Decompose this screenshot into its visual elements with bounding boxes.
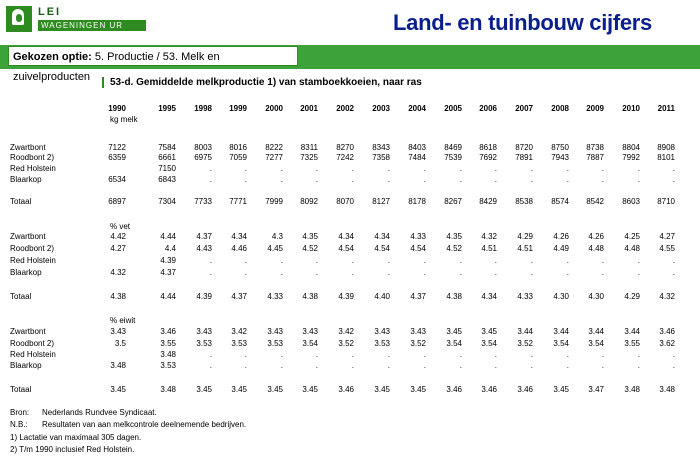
table-cell: 3.48 bbox=[110, 361, 126, 370]
table-cell: . bbox=[280, 164, 283, 173]
year-header: 2005 bbox=[444, 104, 462, 113]
table-cell: 3.54 bbox=[446, 339, 462, 348]
table-cell: . bbox=[459, 256, 462, 265]
table-cell: 8222 bbox=[265, 143, 283, 152]
table-cell: . bbox=[601, 164, 604, 173]
table-cell: . bbox=[672, 268, 675, 277]
row-label: Zwartbont bbox=[10, 143, 46, 152]
table-cell: . bbox=[494, 164, 497, 173]
row-label: Roodbont 2) bbox=[10, 153, 55, 162]
table-cell: . bbox=[315, 164, 318, 173]
table-cell: 4.37 bbox=[196, 232, 212, 241]
table-cell: . bbox=[637, 164, 640, 173]
table-cell: 4.42 bbox=[110, 232, 126, 241]
table-cell: . bbox=[601, 175, 604, 184]
year-header: 2008 bbox=[551, 104, 569, 113]
year-header: 2010 bbox=[622, 104, 640, 113]
table-cell: 4.48 bbox=[624, 244, 640, 253]
logo-bottom-text: WAGENINGEN UR bbox=[38, 20, 146, 31]
table-cell: 3.52 bbox=[410, 339, 426, 348]
table-cell: 4.45 bbox=[267, 244, 283, 253]
table-cell: . bbox=[351, 256, 354, 265]
table-cell: . bbox=[209, 361, 212, 370]
table-cell: 3.43 bbox=[410, 327, 426, 336]
table-cell: . bbox=[244, 268, 247, 277]
year-header: 2011 bbox=[657, 104, 675, 113]
table-cell: 3.43 bbox=[374, 327, 390, 336]
table-cell: 4.27 bbox=[110, 244, 126, 253]
lei-logo-icon bbox=[6, 6, 32, 32]
table-cell: 4.39 bbox=[196, 292, 212, 301]
table-cell: 3.42 bbox=[338, 327, 354, 336]
table-cell: 4.35 bbox=[446, 232, 462, 241]
table-cell: . bbox=[566, 164, 569, 173]
table-cell: . bbox=[637, 350, 640, 359]
footnote-text: 1) Lactatie van maximaal 305 dagen. bbox=[10, 433, 142, 442]
table-cell: . bbox=[209, 350, 212, 359]
row-label: Red Holstein bbox=[10, 164, 56, 173]
table-cell: . bbox=[494, 350, 497, 359]
table-cell: . bbox=[637, 256, 640, 265]
table-cell: . bbox=[530, 350, 533, 359]
table-cell: 3.44 bbox=[553, 327, 569, 336]
year-header: 2007 bbox=[515, 104, 533, 113]
table-cell: . bbox=[637, 361, 640, 370]
year-header: 1995 bbox=[158, 104, 176, 113]
table-cell: 3.52 bbox=[338, 339, 354, 348]
table-cell: 3.43 bbox=[302, 327, 318, 336]
table-cell: 3.43 bbox=[267, 327, 283, 336]
year-header: 2003 bbox=[372, 104, 390, 113]
year-header: 2002 bbox=[336, 104, 354, 113]
lei-logo[interactable] bbox=[6, 6, 146, 40]
table-cell: . bbox=[637, 268, 640, 277]
logo-top-text: LEI bbox=[38, 6, 62, 18]
table-cell: 3.53 bbox=[267, 339, 283, 348]
table-cell: 3.48 bbox=[160, 350, 176, 359]
table-cell: . bbox=[530, 164, 533, 173]
table-cell: . bbox=[423, 268, 426, 277]
table-cell: 7943 bbox=[551, 153, 569, 162]
table-cell: 6897 bbox=[108, 197, 126, 206]
table-cell: 4.39 bbox=[338, 292, 354, 301]
table-cell: . bbox=[601, 256, 604, 265]
footnote bbox=[10, 445, 134, 454]
table-cell: 3.53 bbox=[160, 361, 176, 370]
year-header: 1999 bbox=[229, 104, 247, 113]
table-cell: . bbox=[244, 175, 247, 184]
table-cell: 3.48 bbox=[160, 385, 176, 394]
table-cell: 3.53 bbox=[196, 339, 212, 348]
table-cell: . bbox=[601, 268, 604, 277]
table-cell: 3.55 bbox=[624, 339, 640, 348]
table-cell: 4.38 bbox=[110, 292, 126, 301]
table-cell: . bbox=[280, 256, 283, 265]
table-cell: . bbox=[423, 350, 426, 359]
table-cell: 8542 bbox=[586, 197, 604, 206]
table-cell: 4.55 bbox=[659, 244, 675, 253]
table-cell: 4.27 bbox=[659, 232, 675, 241]
year-header: 2006 bbox=[479, 104, 497, 113]
row-label: Red Holstein bbox=[10, 256, 56, 265]
footnote-text: 2) T/m 1990 inclusief Red Holstein. bbox=[10, 445, 135, 454]
table-cell: 4.37 bbox=[410, 292, 426, 301]
table-cell: 3.52 bbox=[517, 339, 533, 348]
table-cell: 8750 bbox=[551, 143, 569, 152]
total-label: Totaal bbox=[10, 292, 32, 301]
footnote-text: Resultaten van aan melkcontrole deelnemende bedrijven. bbox=[42, 420, 247, 429]
table-cell: 8908 bbox=[657, 143, 675, 152]
table-cell: 4.44 bbox=[160, 292, 176, 301]
table-cell: 8538 bbox=[515, 197, 533, 206]
row-label: Zwartbont bbox=[10, 327, 46, 336]
option-value: 5. Productie / 53. Melk en zuivelproducten bbox=[13, 51, 220, 83]
year-header: 2000 bbox=[265, 104, 283, 113]
table-cell: . bbox=[280, 350, 283, 359]
table-cell: 8270 bbox=[336, 143, 354, 152]
header bbox=[0, 0, 700, 44]
table-cell: . bbox=[459, 268, 462, 277]
table-cell: 3.46 bbox=[517, 385, 533, 394]
table-cell: . bbox=[459, 350, 462, 359]
table-cell: 4.40 bbox=[374, 292, 390, 301]
table-cell: 7887 bbox=[586, 153, 604, 162]
table-cell: . bbox=[315, 256, 318, 265]
table-cell: 3.45 bbox=[410, 385, 426, 394]
table-cell: 7059 bbox=[229, 153, 247, 162]
table-cell: . bbox=[387, 256, 390, 265]
table-cell: 3.46 bbox=[659, 327, 675, 336]
table-cell: . bbox=[209, 164, 212, 173]
table-cell: 7304 bbox=[158, 197, 176, 206]
total-label: Totaal bbox=[10, 197, 32, 206]
table-cell: 3.46 bbox=[481, 385, 497, 394]
footnote bbox=[10, 420, 246, 429]
table-cell: 8267 bbox=[444, 197, 462, 206]
table-cell: . bbox=[672, 350, 675, 359]
row-label: Roodbont 2) bbox=[10, 244, 55, 253]
table-cell: . bbox=[530, 175, 533, 184]
table-cell: . bbox=[351, 350, 354, 359]
table-cell: . bbox=[315, 268, 318, 277]
year-header: 2009 bbox=[586, 104, 604, 113]
table-cell: 8003 bbox=[194, 143, 212, 152]
table-cell: 3.5 bbox=[114, 339, 126, 348]
table-cell: 3.45 bbox=[302, 385, 318, 394]
table-cell: . bbox=[494, 175, 497, 184]
table-cell: . bbox=[423, 256, 426, 265]
table-cell: 3.44 bbox=[624, 327, 640, 336]
table-cell: 8178 bbox=[408, 197, 426, 206]
table-cell: 6359 bbox=[108, 153, 126, 162]
table-cell: 4.29 bbox=[517, 232, 533, 241]
table-cell: . bbox=[315, 175, 318, 184]
table-cell: 3.53 bbox=[231, 339, 247, 348]
table-cell: 4.33 bbox=[410, 232, 426, 241]
year-header: 2001 bbox=[300, 104, 318, 113]
table-cell: 6975 bbox=[194, 153, 212, 162]
table-cell: 4.37 bbox=[160, 268, 176, 277]
table-cell: 4.34 bbox=[374, 232, 390, 241]
table-cell: . bbox=[387, 164, 390, 173]
table-cell: 4.44 bbox=[160, 232, 176, 241]
table-cell: 3.45 bbox=[481, 327, 497, 336]
table-cell: 7733 bbox=[194, 197, 212, 206]
table-cell: . bbox=[566, 361, 569, 370]
table-cell: . bbox=[423, 164, 426, 173]
table-cell: 3.45 bbox=[374, 385, 390, 394]
table-cell: 3.45 bbox=[231, 385, 247, 394]
table-cell: 3.42 bbox=[231, 327, 247, 336]
table-cell: . bbox=[566, 350, 569, 359]
table-cell: 8574 bbox=[551, 197, 569, 206]
table-cell: 4.38 bbox=[446, 292, 462, 301]
table-cell: 8603 bbox=[622, 197, 640, 206]
table-cell: 4.54 bbox=[374, 244, 390, 253]
table-cell: . bbox=[566, 175, 569, 184]
table-cell: . bbox=[566, 268, 569, 277]
table-cell: 4.52 bbox=[446, 244, 462, 253]
table-cell: 8016 bbox=[229, 143, 247, 152]
table-cell: 8804 bbox=[622, 143, 640, 152]
table-cell: 3.45 bbox=[110, 385, 126, 394]
footnote-key: N.B.: bbox=[10, 420, 28, 429]
table-cell: . bbox=[351, 361, 354, 370]
table-cell: 4.54 bbox=[410, 244, 426, 253]
row-label: Red Holstein bbox=[10, 350, 56, 359]
table-cell: 3.45 bbox=[196, 385, 212, 394]
table-cell: 3.45 bbox=[553, 385, 569, 394]
table-cell: 4.37 bbox=[231, 292, 247, 301]
table-cell: 3.43 bbox=[110, 327, 126, 336]
table-cell: 4.48 bbox=[588, 244, 604, 253]
row-label: Blaarkop bbox=[10, 175, 42, 184]
footnote bbox=[10, 408, 157, 417]
table-cell: 3.44 bbox=[517, 327, 533, 336]
table-cell: 3.46 bbox=[160, 327, 176, 336]
table-cell: . bbox=[351, 175, 354, 184]
table-cell: 4.33 bbox=[267, 292, 283, 301]
table-cell: 7358 bbox=[372, 153, 390, 162]
year-header: 2004 bbox=[408, 104, 426, 113]
table-cell: 8429 bbox=[479, 197, 497, 206]
table-cell: 3.55 bbox=[160, 339, 176, 348]
table-cell: 7277 bbox=[265, 153, 283, 162]
table-cell: . bbox=[494, 268, 497, 277]
table-cell: 4.32 bbox=[481, 232, 497, 241]
table-cell: 8710 bbox=[657, 197, 675, 206]
table-cell: 4.34 bbox=[231, 232, 247, 241]
table-cell: 3.53 bbox=[374, 339, 390, 348]
table-cell: . bbox=[244, 256, 247, 265]
table-cell: 4.30 bbox=[553, 292, 569, 301]
table-cell: 7122 bbox=[108, 143, 126, 152]
table-cell: . bbox=[494, 361, 497, 370]
table-cell: 8738 bbox=[586, 143, 604, 152]
selected-option bbox=[8, 46, 298, 83]
table-cell: 3.54 bbox=[588, 339, 604, 348]
table-cell: 6843 bbox=[158, 175, 176, 184]
table-cell: . bbox=[280, 175, 283, 184]
table-cell: 7539 bbox=[444, 153, 462, 162]
row-label: Zwartbont bbox=[10, 232, 46, 241]
table-cell: 8618 bbox=[479, 143, 497, 152]
table-cell: 4.3 bbox=[271, 232, 283, 241]
table-cell: . bbox=[387, 268, 390, 277]
table-cell: . bbox=[423, 361, 426, 370]
table-cell: . bbox=[209, 256, 212, 265]
table-cell: 4.30 bbox=[588, 292, 604, 301]
footnote-key: Bron: bbox=[10, 408, 30, 417]
table-title: 53-d. Gemiddelde melkproductie 1) van stamboekkoeien, naar ras bbox=[102, 77, 422, 88]
table-cell: 4.43 bbox=[196, 244, 212, 253]
table-cell: 4.39 bbox=[160, 256, 176, 265]
table-cell: 4.25 bbox=[624, 232, 640, 241]
table-cell: . bbox=[244, 164, 247, 173]
table-cell: 7584 bbox=[158, 143, 176, 152]
table-cell: . bbox=[672, 361, 675, 370]
table-cell: 3.54 bbox=[302, 339, 318, 348]
table-cell: 7891 bbox=[515, 153, 533, 162]
table-cell: . bbox=[672, 256, 675, 265]
table-cell: 3.46 bbox=[446, 385, 462, 394]
table-cell: . bbox=[244, 350, 247, 359]
table-cell: 8101 bbox=[657, 153, 675, 162]
table-cell: 4.51 bbox=[481, 244, 497, 253]
table-cell: . bbox=[315, 361, 318, 370]
table-cell: 4.32 bbox=[659, 292, 675, 301]
table-cell: . bbox=[387, 350, 390, 359]
table-cell: . bbox=[280, 361, 283, 370]
table-cell: 4.35 bbox=[302, 232, 318, 241]
table-cell: . bbox=[530, 361, 533, 370]
table-cell: . bbox=[672, 175, 675, 184]
table-cell: 7692 bbox=[479, 153, 497, 162]
table-cell: . bbox=[280, 268, 283, 277]
table-cell: 4.34 bbox=[481, 292, 497, 301]
table-cell: 4.33 bbox=[517, 292, 533, 301]
row-label: Roodbont 2) bbox=[10, 339, 55, 348]
table-cell: 8720 bbox=[515, 143, 533, 152]
table-cell: 8092 bbox=[300, 197, 318, 206]
table-cell: 7325 bbox=[300, 153, 318, 162]
unit-label: % eiwit bbox=[110, 316, 136, 325]
page-title: Land- en tuinbouw cijfers bbox=[393, 10, 652, 35]
table-cell: . bbox=[209, 175, 212, 184]
table-cell: . bbox=[351, 268, 354, 277]
table-cell: 7484 bbox=[408, 153, 426, 162]
table-cell: . bbox=[494, 256, 497, 265]
year-header: 1990 bbox=[108, 104, 126, 113]
table-cell: 4.52 bbox=[302, 244, 318, 253]
table-cell: 8070 bbox=[336, 197, 354, 206]
table-cell: . bbox=[672, 164, 675, 173]
table-cell: . bbox=[315, 350, 318, 359]
unit-label: % vet bbox=[110, 222, 131, 231]
table-cell: 6661 bbox=[158, 153, 176, 162]
table-cell: 8343 bbox=[372, 143, 390, 152]
row-label: Blaarkop bbox=[10, 268, 42, 277]
table-cell: 4.29 bbox=[624, 292, 640, 301]
table-cell: . bbox=[351, 164, 354, 173]
table-cell: . bbox=[209, 268, 212, 277]
table-cell: 8403 bbox=[408, 143, 426, 152]
table-cell: 4.51 bbox=[517, 244, 533, 253]
table-cell: . bbox=[637, 175, 640, 184]
unit-label: kg melk bbox=[110, 115, 138, 124]
table-cell: 3.46 bbox=[338, 385, 354, 394]
table-cell: 3.54 bbox=[481, 339, 497, 348]
table-cell: . bbox=[566, 256, 569, 265]
table-cell: 3.48 bbox=[659, 385, 675, 394]
table-cell: 4.49 bbox=[553, 244, 569, 253]
option-label: Gekozen optie: bbox=[13, 51, 92, 63]
table-cell: . bbox=[459, 361, 462, 370]
table-cell: 4.26 bbox=[553, 232, 569, 241]
footnote-text: Nederlands Rundvee Syndicaat. bbox=[42, 408, 157, 417]
table-cell: 3.54 bbox=[553, 339, 569, 348]
table-cell: 6534 bbox=[108, 175, 126, 184]
table-cell: . bbox=[530, 256, 533, 265]
table-cell: . bbox=[530, 268, 533, 277]
table-cell: 4.26 bbox=[588, 232, 604, 241]
year-header: 1998 bbox=[194, 104, 212, 113]
total-label: Totaal bbox=[10, 385, 32, 394]
table-cell: 3.45 bbox=[446, 327, 462, 336]
table-cell: 4.34 bbox=[338, 232, 354, 241]
table-cell: . bbox=[459, 175, 462, 184]
table-cell: 4.32 bbox=[110, 268, 126, 277]
table-cell: . bbox=[423, 175, 426, 184]
footnote bbox=[10, 433, 141, 442]
table-cell: 8311 bbox=[300, 143, 318, 152]
table-cell: 3.44 bbox=[588, 327, 604, 336]
table-cell: 3.45 bbox=[267, 385, 283, 394]
table-cell: 4.46 bbox=[231, 244, 247, 253]
table-cell: 7992 bbox=[622, 153, 640, 162]
table-cell: 4.54 bbox=[338, 244, 354, 253]
table-cell: . bbox=[387, 175, 390, 184]
table-cell: 8127 bbox=[372, 197, 390, 206]
table-cell: . bbox=[387, 361, 390, 370]
table-cell: 3.43 bbox=[196, 327, 212, 336]
table-cell: 7999 bbox=[265, 197, 283, 206]
table-cell: 7771 bbox=[229, 197, 247, 206]
table-cell: 4.4 bbox=[164, 244, 176, 253]
table-cell: . bbox=[601, 361, 604, 370]
table-cell: 7242 bbox=[336, 153, 354, 162]
table-cell: . bbox=[459, 164, 462, 173]
table-cell: 3.62 bbox=[659, 339, 675, 348]
table-cell: . bbox=[244, 361, 247, 370]
table-cell: 7150 bbox=[158, 164, 176, 173]
table-cell: . bbox=[601, 350, 604, 359]
table-cell: 4.38 bbox=[302, 292, 318, 301]
table-cell: 3.48 bbox=[624, 385, 640, 394]
row-label: Blaarkop bbox=[10, 361, 42, 370]
table-cell: 8469 bbox=[444, 143, 462, 152]
table-cell: 3.47 bbox=[588, 385, 604, 394]
